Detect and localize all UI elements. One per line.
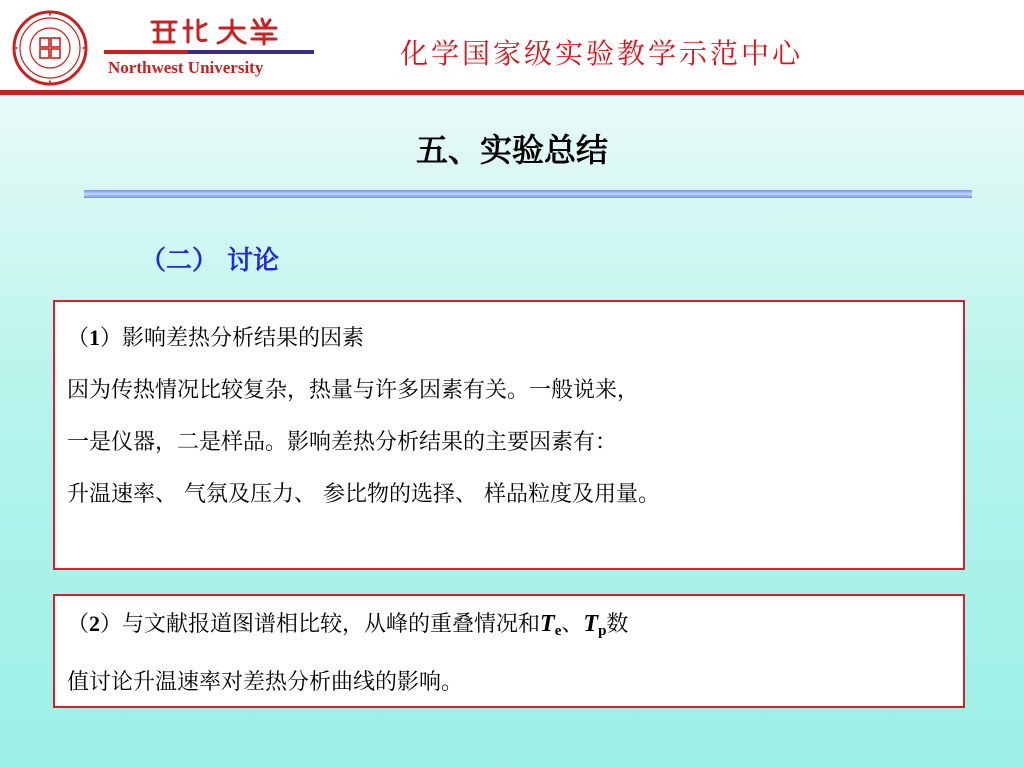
box1-line3: 升温速率、 气氛及压力、 参比物的选择、 样品粒度及用量。 xyxy=(67,482,660,507)
university-calligraphy-logo xyxy=(148,16,278,46)
page-title: 五、实验总结 xyxy=(415,131,608,169)
logo-underline xyxy=(104,50,314,54)
section-heading: （二） 讨论 xyxy=(140,246,280,276)
discussion-box-2 xyxy=(53,594,965,708)
box1-heading: （1）影响差热分析结果的因素 xyxy=(67,325,365,351)
discussion-box-1 xyxy=(53,300,965,570)
university-seal-icon xyxy=(12,10,88,86)
box2-line2: 值讨论升温速率对差热分析曲线的影响。 xyxy=(67,670,464,695)
box1-line1: 因为传热情况比较复杂，热量与许多因素有关。一般说来， xyxy=(67,378,640,403)
box2-line1: （2）与文献报道图谱相比较，从峰的重叠情况和$T_e$、$T_p$数 xyxy=(67,611,629,639)
university-english-name: Northwest University xyxy=(108,58,264,77)
title-divider xyxy=(84,190,972,198)
box1-line2: 一是仪器，二是样品。影响差热分析结果的主要因素有： xyxy=(67,430,618,455)
center-name: 化学国家级实验教学示范中心 xyxy=(400,37,804,70)
